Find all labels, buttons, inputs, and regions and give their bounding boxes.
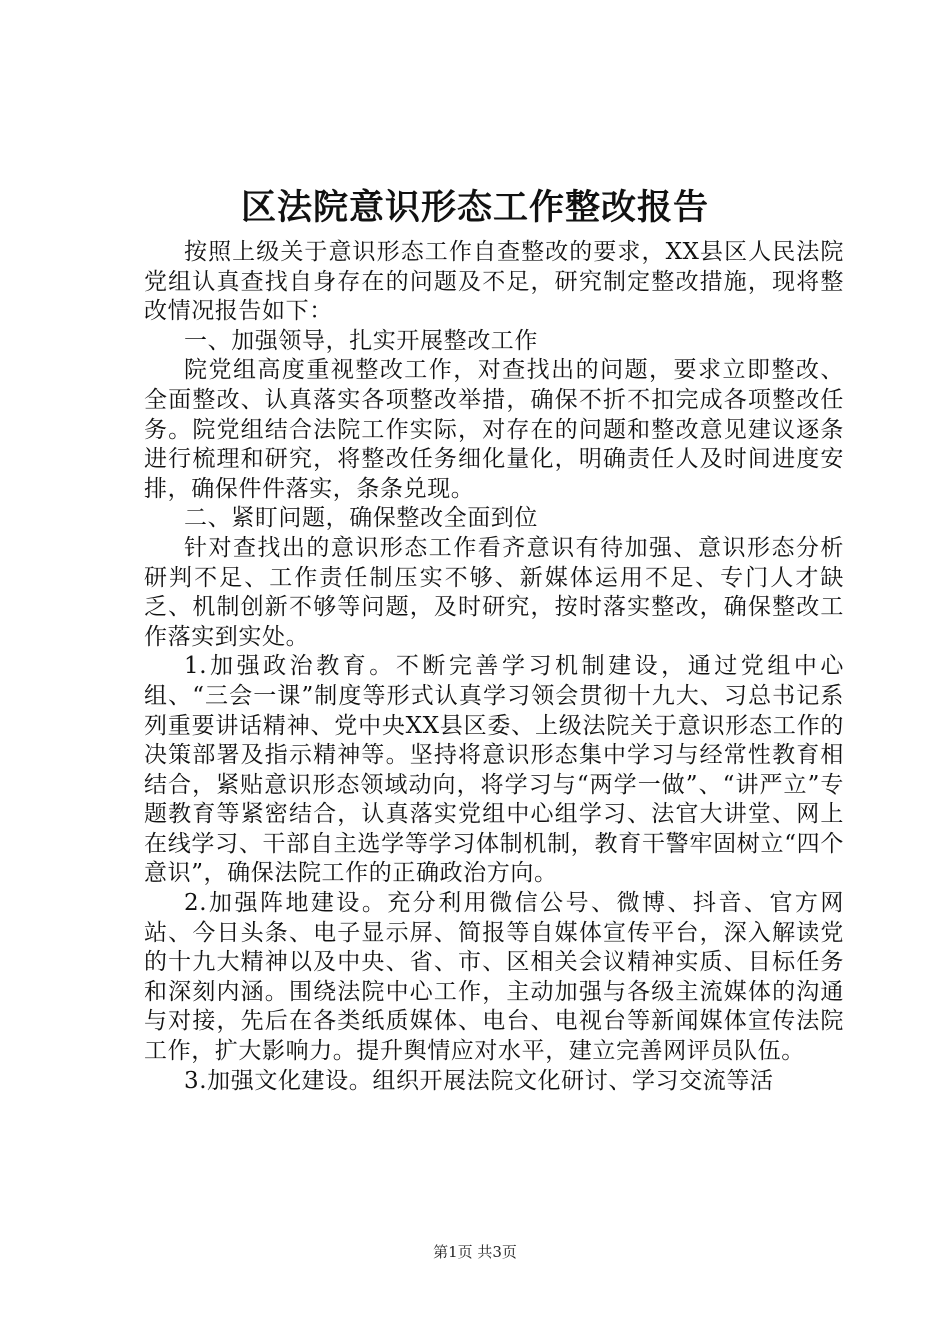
section-heading-2: 二、紧盯问题，确保整改全面到位 [184,505,538,532]
section-2-paragraph: 针对查找出的意识形态工作看齐意识有待加强、意识形态分析研判不足、工作责任制压实不够、新媒体运用不足、专门人才缺乏、机制创新不够等问题，及时研究，按时落实整改，确保整改工作落实到实处。 [144,534,844,650]
document-title: 区法院意识形态工作整改报告 [240,187,709,228]
section-heading-1: 一、加强领导，扎实开展整改工作 [184,327,538,354]
item-3-paragraph: 3.加强文化建设。组织开展法院文化研讨、学习交流等活 [184,1067,774,1094]
section-1-paragraph: 院党组高度重视整改工作，对查找出的问题，要求立即整改、全面整改、认真落实各项整改举措，确保不折不扣完成各项整改任务。院党组结合法院工作实际，对存在的问题和整改意见建议逐条进行梳理和研究，将整改任务细化量化，明确责任人及时间进度安排，确保件件落实，条条兑现。 [144,357,844,502]
item-1-paragraph: 1.加强政治教育。不断完善学习机制建设，通过党组中心组、“三会一课”制度等形式认真学习领会贯彻十九大、习总书记系列重要讲话精神、党中央XX县区委、上级法院关于意识形态工作的决策部署及指示精神等。坚持将意识形态集中学习与经常性教育相结合，紧贴意识形态领域动向，将学习与“两学一做”、“讲严立”专题教育等紧密结合，认真落实党组中心组学习、法官大讲堂、网上在线学习、干部自主选学等学习体制机制，教育干警牢固树立“四个意识”，确保法院工作的正确政治方向。 [144,653,844,887]
item-2-paragraph: 2.加强阵地建设。充分利用微信公号、微博、抖音、官方网站、今日头条、电子显示屏、简报等自媒体宣传平台，深入解读党的十九大精神以及中央、省、市、区相关会议精神实质、目标任务和深刻内涵。围绕法院中心工作，主动加强与各级主流媒体的沟通与对接，先后在各类纸质媒体、电台、电视台等新闻媒体宣传法院工作，扩大影响力。提升舆情应对水平，建立完善网评员队伍。 [144,890,844,1065]
document-body [144,238,844,1096]
page-footer: 第1页 共3页 [433,1243,517,1261]
intro-paragraph: 按照上级关于意识形态工作自查整改的要求，XX县区人民法院党组认真查找自身存在的问题及不足，研究制定整改措施，现将整改情况报告如下： [144,239,844,325]
